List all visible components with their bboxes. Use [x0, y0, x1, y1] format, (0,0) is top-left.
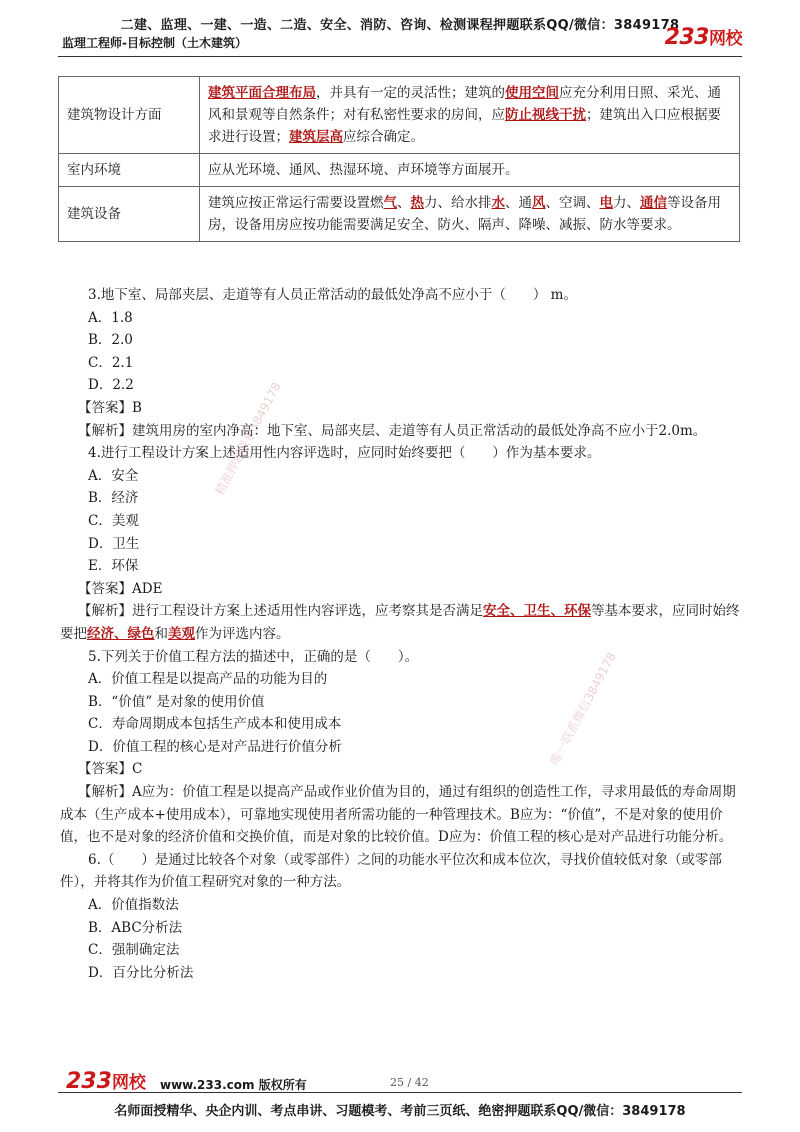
footer-site: www.233.com 版权所有: [160, 1078, 307, 1092]
highlight-text: 美观: [168, 625, 195, 642]
highlight-text: 气: [383, 195, 397, 211]
text-run: C．2.1: [88, 354, 134, 371]
text-run: B．经济: [88, 490, 139, 507]
text-run: 4.进行工程设计方案上述适用性内容评选时，应同时始终要把（ ）作为基本要求。: [88, 445, 601, 462]
question-stem: [60, 442, 742, 465]
footer-divider: [58, 1092, 742, 1093]
text-run: 6.（ ）是通过比较各个对象（或零部件）之间的功能水平位次和成本位次，寻找价值较低对象（或零部件），并将其作为价值工程研究对象的一种方法。: [60, 851, 722, 891]
row-header: 建筑物设计方面: [59, 77, 200, 154]
answer-option: [60, 533, 742, 556]
highlight-text: 建筑平面合理布局: [208, 85, 316, 101]
answer-option: [60, 555, 742, 578]
row-header: 室内环境: [59, 154, 200, 187]
text-run: 5.下列关于价值工程方法的描述中，正确的是（ ）。: [88, 648, 419, 665]
text-run: 力、给水排: [424, 195, 492, 211]
highlight-text: 建筑层高: [289, 129, 343, 145]
highlight-text: 通信: [640, 195, 667, 211]
watermark: 唯一联系微信3849178: [547, 650, 619, 768]
text-run: 应充分利用日照、采光、通风和景观等自然条件；对有私密性要求的房间，应: [208, 85, 721, 123]
text-run: 应从光环境、通风、热湿环境、声环境等方面展开。: [208, 162, 519, 178]
footer-logo: 233网校: [66, 1069, 146, 1094]
brand-logo: 233网校: [664, 25, 742, 50]
text-run: 力、: [613, 195, 640, 211]
text-run: C．美观: [88, 512, 139, 529]
text-run: A．安全: [88, 467, 139, 484]
table-row: [59, 154, 740, 187]
explanation: [60, 781, 742, 849]
text-run: 建筑应按正常运行需要设置燃: [208, 195, 384, 211]
highlight-text: 经济、绿色: [87, 625, 155, 642]
highlight-text: 风: [532, 195, 546, 211]
row-content: [200, 77, 740, 154]
text-run: 【解析】A应为：价值工程是以提高产品或作业价值为目的，通过有组织的创造性工作，寻求用最低的寿命周期成本（生产成本+使用成本），可靠地实现使用者所需功能的一种管理技术。B应为：“价值”，不是对象的使用价值，也不是对象的经济价值和交换价值，而是对象的比较价值。D应为：价值工程的核心是对产品进行功能分析。: [60, 784, 736, 846]
answer-option: [60, 510, 742, 533]
header-divider: [58, 56, 742, 57]
text-run: 等设备用房，设备用房应按功能需要满足安全、防火、隔声、降噪、减振、防水等要求。: [208, 195, 721, 233]
design-criteria-table: [58, 76, 740, 242]
text-run: D．价值工程的核心是对产品进行价值分析: [88, 738, 342, 755]
answer-option: [60, 668, 742, 691]
text-run: B．2.0: [88, 332, 133, 349]
text-run: 、通: [505, 195, 532, 211]
text-run: C．寿命周期成本包括生产成本和使用成本: [88, 716, 342, 733]
answer-option: [60, 307, 742, 330]
header-promo-line: 二建、监理、一建、一造、二造、安全、消防、咨询、检测课程押题联系QQ/微信：3849178: [120, 18, 680, 33]
question-content: [60, 284, 742, 984]
text-run: B．“价值” 是对象的使用价值: [88, 693, 265, 710]
table-row: [59, 187, 740, 242]
answer-option: [60, 487, 742, 510]
text-run: ，并具有一定的灵活性；建筑的: [316, 85, 505, 101]
answer-option: [60, 691, 742, 714]
text-run: 和: [154, 625, 168, 642]
text-run: 作为评选内容。: [195, 625, 290, 642]
question-stem: [60, 284, 742, 307]
question-stem: [60, 646, 742, 669]
text-run: 【解析】进行工程设计方案上述适用性内容评选，应考察其是否满足: [78, 603, 483, 620]
answer-option: [60, 894, 742, 917]
highlight-text: 热: [410, 195, 424, 211]
highlight-text: 使用空间: [505, 85, 559, 101]
text-run: D．卫生: [88, 535, 140, 552]
document-subtitle: 监理工程师-目标控制（土木建筑）: [62, 36, 247, 50]
text-run: 【答案】C: [78, 761, 143, 778]
answer-option: [60, 917, 742, 940]
answer-key: [60, 578, 742, 601]
explanation: [60, 600, 742, 645]
text-run: ；建筑出入口应根据要求进行设置；: [208, 107, 721, 145]
watermark: 精准押题联系3849178: [212, 380, 284, 498]
text-run: 【答案】B: [78, 399, 142, 416]
text-run: A．价值工程是以提高产品的功能为目的: [88, 671, 328, 688]
text-run: 应综合确定。: [343, 129, 424, 145]
answer-key: [60, 397, 742, 420]
highlight-text: 电: [599, 195, 613, 211]
row-content: [200, 154, 740, 187]
footer-promo-line: 名师面授精华、央企内训、考点串讲、习题模考、考前三页纸、绝密押题联系QQ/微信：3849178: [114, 1104, 686, 1119]
text-run: 等基本要求，应同时始终要把: [60, 603, 740, 642]
text-run: A．价值指数法: [88, 897, 179, 914]
text-run: B．ABC分析法: [88, 919, 183, 936]
answer-option: [60, 713, 742, 736]
answer-option: [60, 465, 742, 488]
text-run: C．强制确定法: [88, 942, 180, 959]
explanation: [60, 420, 742, 443]
answer-option: [60, 352, 742, 375]
text-run: 【答案】ADE: [78, 580, 163, 597]
text-run: A．1.8: [88, 309, 133, 326]
answer-key: [60, 758, 742, 781]
answer-option: [60, 939, 742, 962]
answer-option: [60, 329, 742, 352]
row-header: 建筑设备: [59, 187, 200, 242]
text-run: 、: [397, 195, 411, 211]
highlight-text: 防止视线干扰: [505, 107, 586, 123]
text-run: 、空调、: [545, 195, 600, 211]
row-content: [200, 187, 740, 242]
page-number: 25 / 42: [390, 1076, 429, 1089]
text-run: 【解析】建筑用房的室内净高：地下室、局部夹层、走道等有人员正常活动的最低处净高不应小于2.0m。: [78, 422, 707, 439]
answer-option: [60, 374, 742, 397]
text-run: E．环保: [88, 558, 139, 575]
table-row: [59, 77, 740, 154]
answer-option: [60, 736, 742, 759]
answer-option: [60, 962, 742, 985]
highlight-text: 水: [491, 195, 505, 211]
highlight-text: 安全、卫生、环保: [483, 603, 591, 620]
text-run: D．百分比分析法: [88, 964, 194, 981]
text-run: 3.地下室、局部夹层、走道等有人员正常活动的最低处净高不应小于（ ） m。: [88, 287, 577, 303]
question-stem: [60, 849, 742, 894]
text-run: D．2.2: [88, 377, 134, 394]
